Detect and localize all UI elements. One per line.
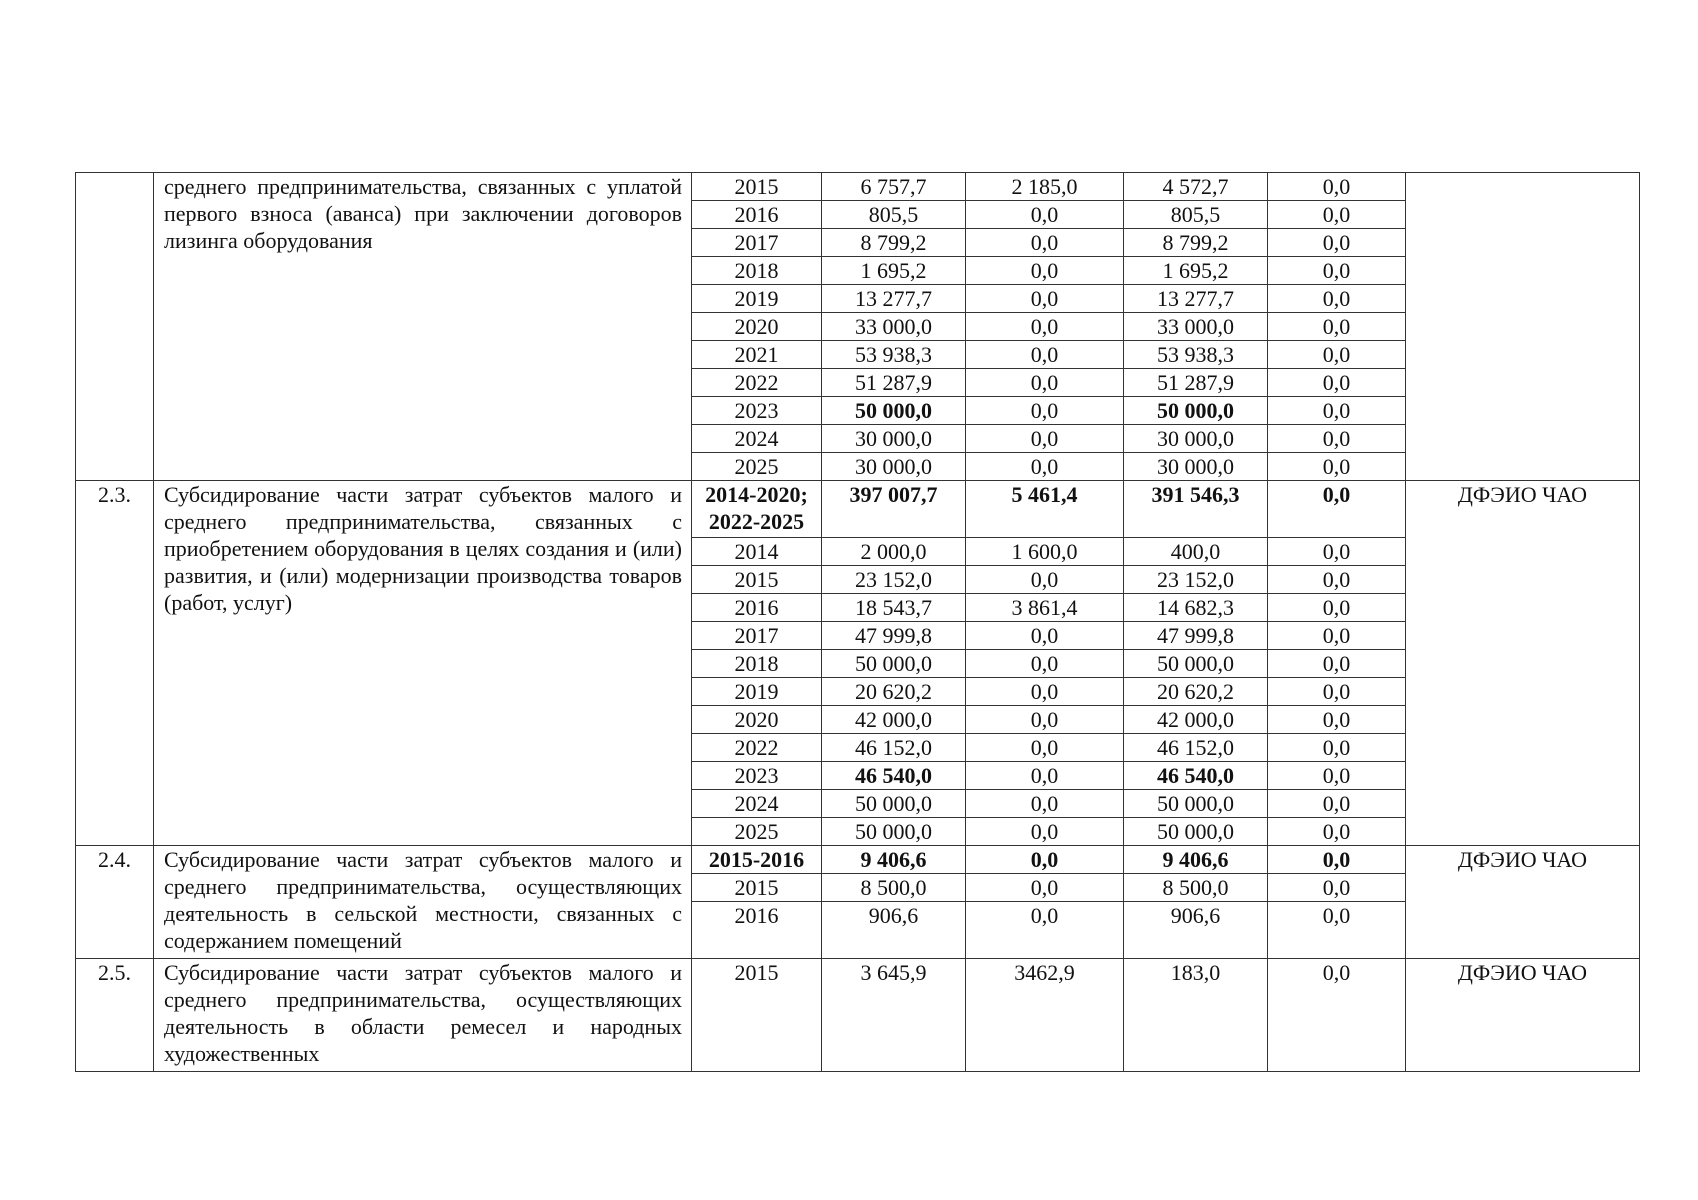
total-cell: 13 277,7 [822,285,966,313]
federal-budget-cell: 0,0 [966,874,1124,902]
total-cell: 1 695,2 [822,257,966,285]
total-cell: 50 000,0 [822,650,966,678]
other-sources-cell: 0,0 [1268,846,1406,874]
regional-budget-cell: 47 999,8 [1124,622,1268,650]
total-cell: 18 543,7 [822,594,966,622]
total-cell: 906,6 [822,902,966,959]
regional-budget-cell: 14 682,3 [1124,594,1268,622]
year-cell: 2025 [692,453,822,481]
other-sources-cell: 0,0 [1268,453,1406,481]
responsible-executor: ДФЭИО ЧАО [1406,846,1640,959]
total-cell: 8 799,2 [822,229,966,257]
other-sources-cell: 0,0 [1268,341,1406,369]
table-row [76,846,1640,874]
federal-budget-cell: 2 185,0 [966,173,1124,201]
regional-budget-cell: 9 406,6 [1124,846,1268,874]
year-cell: 2016 [692,902,822,959]
regional-budget-cell: 400,0 [1124,538,1268,566]
other-sources-cell: 0,0 [1268,762,1406,790]
regional-budget-cell: 30 000,0 [1124,425,1268,453]
responsible-executor [1406,173,1640,481]
total-cell: 53 938,3 [822,341,966,369]
total-cell: 46 152,0 [822,734,966,762]
other-sources-cell: 0,0 [1268,622,1406,650]
regional-budget-cell: 30 000,0 [1124,453,1268,481]
federal-budget-cell: 3 861,4 [966,594,1124,622]
total-cell: 33 000,0 [822,313,966,341]
year-cell: 2020 [692,706,822,734]
total-cell: 2 000,0 [822,538,966,566]
regional-budget-cell: 33 000,0 [1124,313,1268,341]
federal-budget-cell: 0,0 [966,425,1124,453]
item-description: Субсидирование части затрат субъектов малого и среднего предпринимательства, осуществляющих деятельность в сельской местности, связанных с содержанием помещений [154,846,692,959]
regional-budget-cell: 50 000,0 [1124,397,1268,425]
federal-budget-cell: 0,0 [966,846,1124,874]
other-sources-cell: 0,0 [1268,173,1406,201]
federal-budget-cell: 0,0 [966,818,1124,846]
year-cell: 2024 [692,790,822,818]
federal-budget-cell: 0,0 [966,257,1124,285]
total-cell: 8 500,0 [822,874,966,902]
year-cell: 2024 [692,425,822,453]
year-cell: 2020 [692,313,822,341]
year-cell: 2014-2020; 2022-2025 [692,481,822,538]
other-sources-cell: 0,0 [1268,650,1406,678]
total-cell: 3 645,9 [822,959,966,1072]
regional-budget-cell: 53 938,3 [1124,341,1268,369]
federal-budget-cell: 3462,9 [966,959,1124,1072]
federal-budget-cell: 0,0 [966,622,1124,650]
other-sources-cell: 0,0 [1268,229,1406,257]
year-cell: 2015 [692,566,822,594]
regional-budget-cell: 42 000,0 [1124,706,1268,734]
item-number: 2.4. [76,846,154,959]
year-cell: 2019 [692,678,822,706]
total-cell: 30 000,0 [822,453,966,481]
item-description: Субсидирование части затрат субъектов малого и среднего предпринимательства, осуществляющих деятельность в области ремесел и народных художественных [154,959,692,1072]
regional-budget-cell: 391 546,3 [1124,481,1268,538]
regional-budget-cell: 46 152,0 [1124,734,1268,762]
item-description: Субсидирование части затрат субъектов малого и среднего предпринимательства, связанных с приобретением оборудования в целях создания и (или) развития, и (или) модернизации производства товаров (работ, услуг) [154,481,692,846]
regional-budget-cell: 50 000,0 [1124,818,1268,846]
regional-budget-cell: 8 500,0 [1124,874,1268,902]
regional-budget-cell: 805,5 [1124,201,1268,229]
funding-table-body [76,173,1640,1072]
regional-budget-cell: 51 287,9 [1124,369,1268,397]
year-cell: 2023 [692,762,822,790]
year-cell: 2018 [692,257,822,285]
responsible-executor: ДФЭИО ЧАО [1406,959,1640,1072]
total-cell: 50 000,0 [822,818,966,846]
table-row [76,481,1640,538]
federal-budget-cell: 0,0 [966,566,1124,594]
federal-budget-cell: 5 461,4 [966,481,1124,538]
year-cell: 2015 [692,959,822,1072]
other-sources-cell: 0,0 [1268,790,1406,818]
federal-budget-cell: 0,0 [966,902,1124,959]
federal-budget-cell: 0,0 [966,369,1124,397]
other-sources-cell: 0,0 [1268,257,1406,285]
total-cell: 397 007,7 [822,481,966,538]
other-sources-cell: 0,0 [1268,734,1406,762]
regional-budget-cell: 1 695,2 [1124,257,1268,285]
other-sources-cell: 0,0 [1268,678,1406,706]
other-sources-cell: 0,0 [1268,566,1406,594]
table-row [76,173,1640,201]
other-sources-cell: 0,0 [1268,874,1406,902]
year-cell: 2017 [692,622,822,650]
regional-budget-cell: 50 000,0 [1124,650,1268,678]
federal-budget-cell: 0,0 [966,706,1124,734]
federal-budget-cell: 0,0 [966,790,1124,818]
regional-budget-cell: 23 152,0 [1124,566,1268,594]
regional-budget-cell: 46 540,0 [1124,762,1268,790]
other-sources-cell: 0,0 [1268,959,1406,1072]
year-cell: 2016 [692,594,822,622]
item-number: 2.5. [76,959,154,1072]
year-cell: 2022 [692,734,822,762]
regional-budget-cell: 4 572,7 [1124,173,1268,201]
year-cell: 2023 [692,397,822,425]
federal-budget-cell: 0,0 [966,341,1124,369]
federal-budget-cell: 0,0 [966,201,1124,229]
responsible-executor: ДФЭИО ЧАО [1406,481,1640,846]
other-sources-cell: 0,0 [1268,425,1406,453]
item-number [76,173,154,481]
year-cell: 2016 [692,201,822,229]
total-cell: 47 999,8 [822,622,966,650]
total-cell: 51 287,9 [822,369,966,397]
item-number: 2.3. [76,481,154,846]
federal-budget-cell: 0,0 [966,285,1124,313]
federal-budget-cell: 0,0 [966,313,1124,341]
year-cell: 2022 [692,369,822,397]
total-cell: 50 000,0 [822,790,966,818]
other-sources-cell: 0,0 [1268,397,1406,425]
federal-budget-cell: 0,0 [966,678,1124,706]
total-cell: 30 000,0 [822,425,966,453]
regional-budget-cell: 20 620,2 [1124,678,1268,706]
federal-budget-cell: 0,0 [966,734,1124,762]
other-sources-cell: 0,0 [1268,481,1406,538]
regional-budget-cell: 13 277,7 [1124,285,1268,313]
federal-budget-cell: 0,0 [966,397,1124,425]
year-cell: 2015 [692,173,822,201]
other-sources-cell: 0,0 [1268,594,1406,622]
other-sources-cell: 0,0 [1268,285,1406,313]
other-sources-cell: 0,0 [1268,538,1406,566]
other-sources-cell: 0,0 [1268,902,1406,959]
federal-budget-cell: 0,0 [966,453,1124,481]
total-cell: 46 540,0 [822,762,966,790]
regional-budget-cell: 50 000,0 [1124,790,1268,818]
year-cell: 2015-2016 [692,846,822,874]
total-cell: 20 620,2 [822,678,966,706]
total-cell: 6 757,7 [822,173,966,201]
other-sources-cell: 0,0 [1268,706,1406,734]
federal-budget-cell: 0,0 [966,762,1124,790]
year-cell: 2014 [692,538,822,566]
total-cell: 50 000,0 [822,397,966,425]
federal-budget-cell: 0,0 [966,650,1124,678]
item-description: среднего предпринимательства, связанных с уплатой первого взноса (аванса) при заключении договоров лизинга оборудования [154,173,692,481]
regional-budget-cell: 8 799,2 [1124,229,1268,257]
year-cell: 2017 [692,229,822,257]
year-cell: 2019 [692,285,822,313]
year-cell: 2018 [692,650,822,678]
year-cell: 2025 [692,818,822,846]
year-cell: 2015 [692,874,822,902]
total-cell: 42 000,0 [822,706,966,734]
other-sources-cell: 0,0 [1268,818,1406,846]
other-sources-cell: 0,0 [1268,313,1406,341]
other-sources-cell: 0,0 [1268,201,1406,229]
federal-budget-cell: 0,0 [966,229,1124,257]
total-cell: 23 152,0 [822,566,966,594]
year-cell: 2021 [692,341,822,369]
regional-budget-cell: 906,6 [1124,902,1268,959]
federal-budget-cell: 1 600,0 [966,538,1124,566]
total-cell: 9 406,6 [822,846,966,874]
table-row [76,959,1640,1072]
regional-budget-cell: 183,0 [1124,959,1268,1072]
other-sources-cell: 0,0 [1268,369,1406,397]
total-cell: 805,5 [822,201,966,229]
funding-table [75,172,1640,1072]
